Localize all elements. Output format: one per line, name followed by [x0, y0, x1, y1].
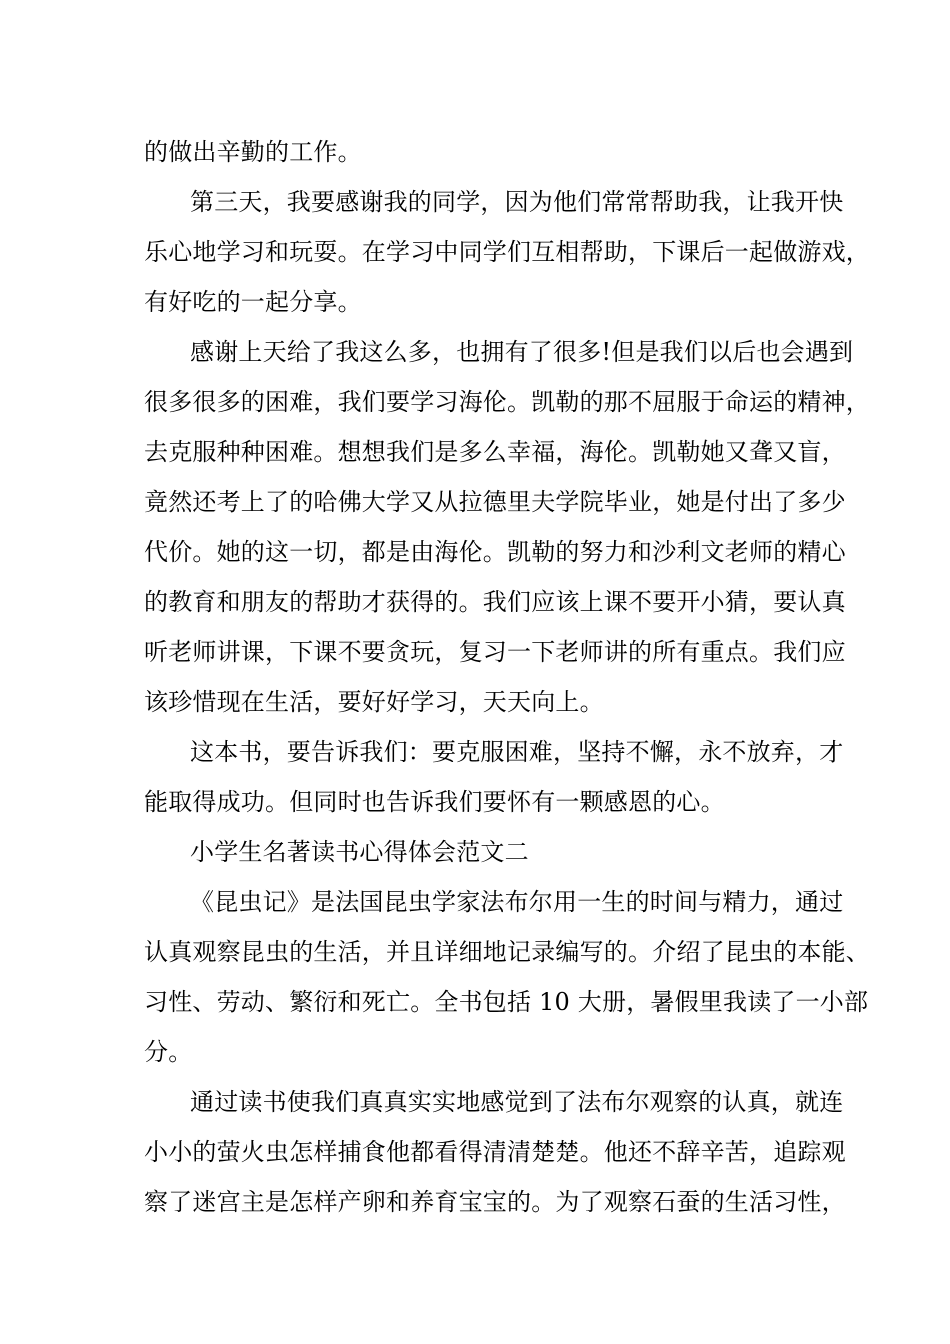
- paragraph-start-line: 第三天，我要感谢我的同学，因为他们常常帮助我，让我开快: [190, 188, 844, 216]
- text-line: 去克服种种困难。想想我们是多么幸福，海伦。凯勒她又聋又盲，: [144, 438, 846, 466]
- text-line: 该珍惜现在生活，要好好学习，天天向上。: [144, 688, 604, 716]
- text-line: 有好吃的一起分享。: [144, 288, 362, 316]
- section-heading: 小学生名著读书心得体会范文二: [190, 838, 529, 866]
- text-line: 很多很多的困难，我们要学习海伦。凯勒的那不屈服于命运的精神，: [144, 388, 870, 416]
- text-line: 代价。她的这一切，都是由海伦。凯勒的努力和沙利文老师的精心: [144, 538, 846, 566]
- text-line: 的教育和朋友的帮助才获得的。我们应该上课不要开小猜，要认真: [144, 588, 846, 616]
- paragraph-start-line: 《昆虫记》是法国昆虫学家法布尔用一生的时间与精力，通过: [190, 888, 844, 916]
- paragraph-start-line: 感谢上天给了我这么多，也拥有了很多!但是我们以后也会遇到: [190, 338, 854, 366]
- text-line: 听老师讲课，下课不要贪玩，复习一下老师讲的所有重点。我们应: [144, 638, 846, 666]
- text-line: 认真观察昆虫的生活，并且详细地记录编写的。介绍了昆虫的本能、: [144, 938, 870, 966]
- text-line: 小小的萤火虫怎样捕食他都看得清清楚楚。他还不辞辛苦，追踪观: [144, 1138, 846, 1166]
- text-line: 竟然还考上了的哈佛大学又从拉德里夫学院毕业，她是付出了多少: [144, 488, 846, 516]
- paragraph-start-line: 通过读书使我们真真实实地感觉到了法布尔观察的认真，就连: [190, 1088, 844, 1116]
- paragraph-start-line: 这本书，要告诉我们：要克服困难，坚持不懈，永不放弃，才: [190, 738, 844, 766]
- text-line: 习性、劳动、繁衍和死亡。全书包括 10 大册，暑假里我读了一小部: [144, 988, 869, 1016]
- text-line: 分。: [144, 1038, 193, 1066]
- text-line: 乐心地学习和玩耍。在学习中同学们互相帮助，下课后一起做游戏，: [144, 238, 870, 266]
- text-line: 察了迷宫主是怎样产卵和养育宝宝的。为了观察石蚕的生活习性，: [144, 1188, 846, 1216]
- text-line: 的做出辛勤的工作。: [144, 138, 362, 166]
- text-line: 能取得成功。但同时也告诉我们要怀有一颗感恩的心。: [144, 788, 725, 816]
